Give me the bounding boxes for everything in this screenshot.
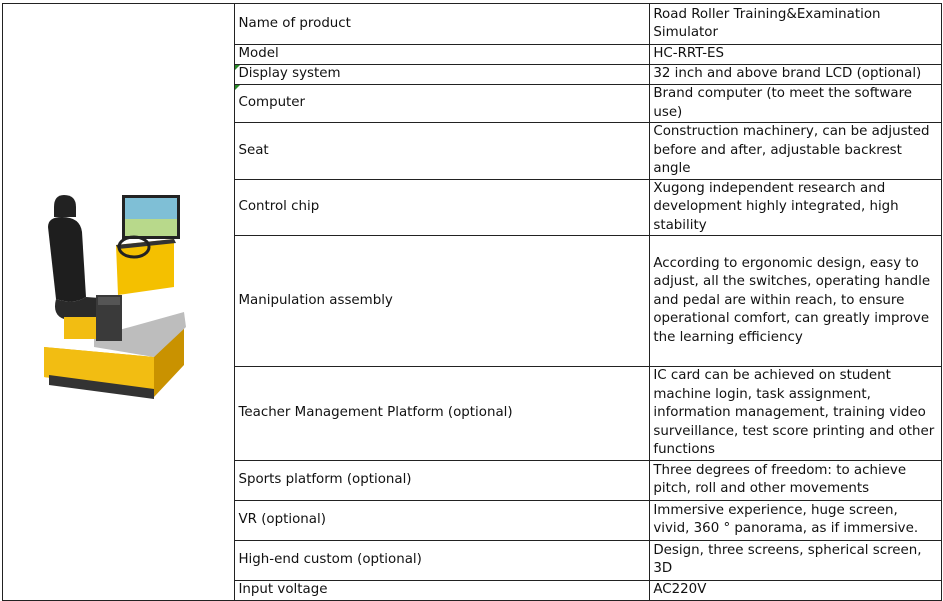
row-value: According to ergonomic design, easy to adjust, all the switches, operating handle and pedal are within reach, to ensure operational comfort, can greatly improve the learning efficiency (650, 236, 942, 367)
row-value: 32 inch and above brand LCD (optional) (650, 65, 942, 85)
row-value: Brand computer (to meet the software use) (650, 85, 942, 123)
table-row (3, 4, 942, 45)
row-value: IC card can be achieved on student machine login, task assignment, information management, training video surveillance, test score printing and other functions (650, 367, 942, 461)
product-image-cell (3, 4, 235, 601)
simulator-image (34, 187, 204, 417)
row-value: Design, three screens, spherical screen, 3D (650, 540, 942, 580)
row-value: Immersive experience, huge screen, vivid, 360 ° panorama, as if immersive. (650, 500, 942, 540)
row-value: HC-RRT-ES (650, 45, 942, 65)
row-label: Manipulation assembly (235, 236, 650, 367)
row-label: Seat (235, 123, 650, 180)
row-label: High-end custom (optional) (235, 540, 650, 580)
row-label: Sports platform (optional) (235, 460, 650, 500)
row-label: Model (235, 45, 650, 65)
row-label: Control chip (235, 179, 650, 236)
row-value: Road Roller Training&Examination Simulator (650, 4, 942, 45)
row-label: VR (optional) (235, 500, 650, 540)
spec-table (2, 3, 942, 601)
row-label: Teacher Management Platform (optional) (235, 367, 650, 461)
row-value: AC220V (650, 580, 942, 600)
row-value: Xugong independent research and development highly integrated, high stability (650, 179, 942, 236)
row-label: Name of product (235, 4, 650, 45)
row-label: Computer (235, 85, 650, 123)
row-label: Display system (235, 65, 650, 85)
row-value: Construction machinery, can be adjusted before and after, adjustable backrest angle (650, 123, 942, 180)
row-label: Input voltage (235, 580, 650, 600)
row-value: Three degrees of freedom: to achieve pitch, roll and other movements (650, 460, 942, 500)
